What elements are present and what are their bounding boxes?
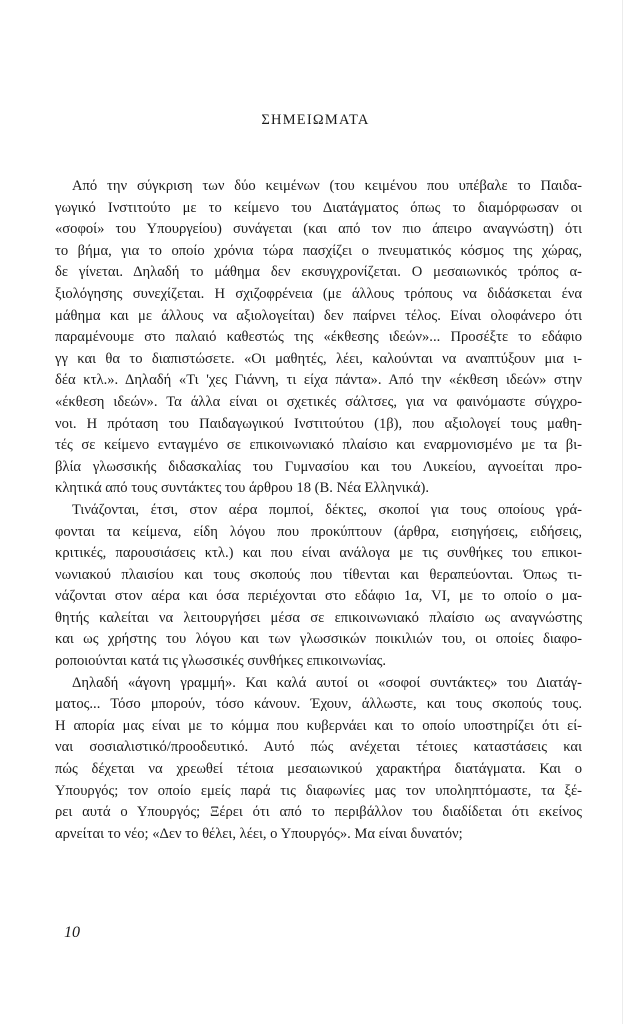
text-line: Από την σύγκριση των δύο κειμένων (του κειμένου που υπέβαλε το Παιδα-	[72, 178, 582, 194]
text-line: ροποιούνται κατά τις γλωσσικές συνθήκες επικοινωνίας.	[55, 653, 387, 670]
text-line: γγ και θα το διαπιστώσετε. «Οι μαθητές, λέει, καλούνται να αναπτύξουν μια ι-	[55, 350, 582, 367]
text-line: νοι. Η πρόταση του Παιδαγωγικού Ινστιτούτου (1β), που αξιολογεί τους μαθη-	[55, 415, 582, 432]
page-number: 10	[64, 924, 80, 941]
paragraph-1	[55, 176, 582, 500]
text-line: το βήμα, για το οποίο χρόνια τώρα πασχίζει ο πνευματικός κόσμος της χώρας,	[55, 242, 582, 259]
text-line: βλία γλωσσικής διδασκαλίας του Γυμνασίου και του Λυκείου, αγνοείται προ-	[55, 458, 582, 475]
text-line: αρνείται το νέο; «Δεν το θέλει, λέει, ο Υπουργός». Μα είναι δυνατόν;	[55, 825, 463, 842]
text-line: νάζονται στον αέρα και όσα περιέχονται στο εδάφιο 1α, VI, με το οποίο ο μα-	[55, 588, 582, 605]
text-line: κριτικές, παρουσιάσεις κτλ.) και που είναι ανάλογα με τις συνθήκες του επικοι-	[55, 545, 582, 562]
text-line: Η απορία μας είναι με το κόμμα που κυβερνάει και το οποίο υποστηρίζει ότι εί-	[55, 717, 582, 734]
text-line: πώς δέχεται να χρεωθεί τέτοια μεσαιωνικού χαρακτήρα διατάγματα. Και ο	[55, 761, 582, 778]
text-line: δε γίνεται. Δηλαδή το μάθημα δεν εκσυγχρονίζεται. Ο μεσαιωνικός τρόπος α-	[55, 264, 582, 281]
text-line: ξιολόγησης συνεχίζεται. Η σχιζοφρένεια (με άλλους τρόπους να διδάσκεται ένα	[55, 285, 582, 302]
text-line: δέα κτλ.». Δηλαδή «Τι 'χες Γιάννη, τι είχα πάντα». Από την «έκθεση ιδεών» στην	[55, 372, 582, 389]
paragraph-3	[55, 673, 582, 846]
page-edge-divider	[622, 0, 623, 1024]
text-line: ρει αυτά ο Υπουργός; Ξέρει ότι από το περιβάλλον του διαδίδεται ότι εκείνος	[55, 804, 582, 821]
text-line: παραμένουμε στο παλαιό καθεστώς της «έκθεσης ιδεών»... Προσέξτε το εδάφιο	[55, 329, 582, 346]
text-line: νωνιακού πλαισίου και τους σκοπούς που τίθενται και θεραπεύονται. Όπως τι-	[55, 566, 582, 583]
text-line: θητής καλείται να λειτουργήσει μέσα σε επικοινωνιακό πλαίσιο ως αναγνώστης	[55, 609, 582, 626]
text-line: τές σε κείμενο ενταγμένο σε επικοινωνιακό πλαίσιο και εναρμονισμένο με τα βι-	[55, 437, 582, 454]
text-line: «έκθεση ιδεών». Τα άλλα είναι οι σχετικές σάλτσες, για να φαινόμαστε σύγχρο-	[55, 393, 582, 410]
paragraph-2	[55, 500, 582, 673]
text-line: ναι σοσιαλιστικό/προοδευτικό. Αυτό πώς ανέχεται τέτοιες καταστάσεις και	[55, 739, 582, 756]
text-line: «σοφοί» του Υπουργείου) συνάγεται (και από τον πιο άπειρο αναγνώστη) ότι	[55, 221, 582, 238]
text-line: γωγικό Ινστιτούτο με το κείμενο του Διατάγματος όπως το διαμόρφωσαν οι	[55, 199, 582, 216]
text-line: Υπουργός; τον οποίο εμείς παρά τις διαφωνίες μας τον υποληπτόμαστε, τα ξέ-	[55, 782, 582, 799]
text-line: κλητικά από τους συντάκτες του άρθρου 18 (Β. Νέα Ελληνικά).	[55, 480, 429, 497]
text-line: φονται τα κείμενα, είδη λόγου που προκύπτουν (άρθρα, εισηγήσεις, ειδήσεις,	[55, 523, 582, 540]
text-line: ματος... Τόσο μπορούν, τόσο κάνουν. Έχουν, άλλωστε, και τους σκοπούς τους.	[55, 696, 582, 713]
page-title: ΣΗΜΕΙΩΜΑΤΑ	[261, 112, 370, 128]
text-line: Δηλαδή «άγονη γραμμή». Και καλά αυτοί οι «σοφοί συντάκτες» του Διατάγ-	[72, 674, 582, 691]
text-line: και ως χρήστης του λόγου και των γλωσσικών ποικιλιών του, οι οποίες διαφο-	[55, 631, 582, 648]
text-line: μάθημα και με άλλους να αξιολογείται) δεν παίρνει τέλος. Είναι ολοφάνερο ότι	[55, 307, 582, 324]
body-text	[55, 176, 582, 845]
text-line: Τινάζονται, έτσι, στον αέρα πομποί, δέκτες, σκοποί για τους οποίους γρά-	[72, 501, 582, 518]
